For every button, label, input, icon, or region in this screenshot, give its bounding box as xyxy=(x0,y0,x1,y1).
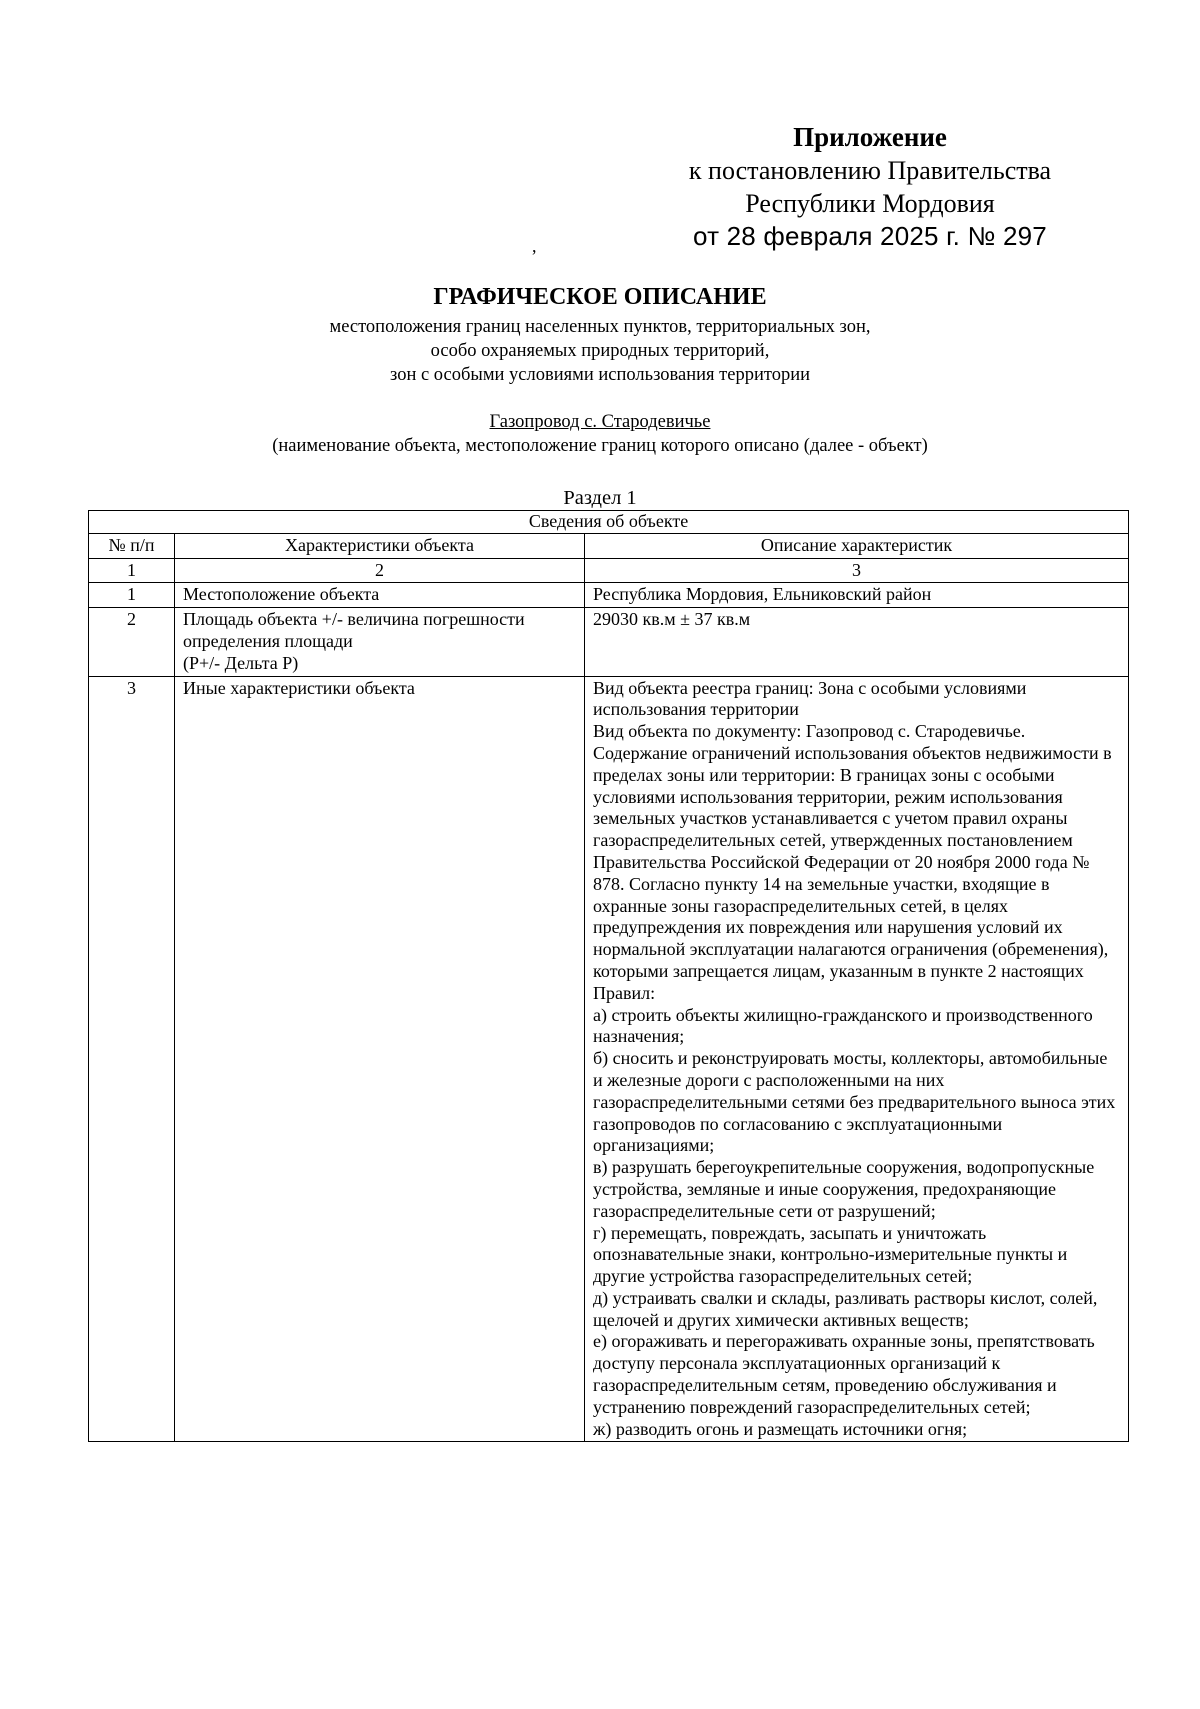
appendix-line-1: к постановлению Правительства xyxy=(688,156,1052,185)
column-number-row xyxy=(89,558,1129,583)
object-info-table xyxy=(88,510,1129,1442)
row-number: 1 xyxy=(89,583,175,608)
column-number-3: 3 xyxy=(585,558,1129,583)
document-subtitle xyxy=(0,315,1200,387)
description-paragraph: Содержание ограничений использования объектов недвижимости в пределах зоны или территории: В границах зоны с особыми условиями использования территории, режим использования земельных участков устанавливается с учетом правил охраны газораспределительных сетей, утвержденных постановлением Правительства Российской Федерации от 20 ноября 2000 года № 878. Согласно пункту 14 на земельные участки, входящие в охранные зоны газораспределительных сетей, в целях предупреждения их повреждения или нарушения условий их нормальной эксплуатации налагаются ограничения (обременения), которыми запрещается лицам, указанным в пункте 2 настоящих Правил: xyxy=(593,742,1112,1003)
description-paragraph: ж) разводить огонь и размещать источники огня; xyxy=(593,1418,968,1439)
description-text: Республика Мордовия, Ельниковский район xyxy=(593,584,932,605)
document-title: ГРАФИЧЕСКОЕ ОПИСАНИЕ xyxy=(433,284,767,310)
header-number: № п/п xyxy=(89,533,175,558)
row-characteristic xyxy=(175,608,585,676)
table-row xyxy=(89,676,1129,1442)
description-paragraph: в) разрушать берегоукрепительные сооружения, водопропускные устройства, земляные и иные сооружения, предохраняющие газораспределительные сети от разрушений; xyxy=(593,1157,1095,1221)
appendix-header xyxy=(650,120,1090,253)
description-paragraph: б) сносить и реконструировать мосты, коллекторы, автомобильные и железные дороги с расположенными на них газораспределительными сетями без предварительного выноса этих газопроводов по согласованию с эксплуатационными организациями; xyxy=(593,1048,1116,1156)
row-number: 3 xyxy=(89,676,175,1442)
object-caption: (наименование объекта, местоположение границ которого описано (далее - объект) xyxy=(272,436,928,456)
description-paragraph: г) перемещать, повреждать, засыпать и уничтожать опознавательные знаки, контрольно-измерительные пункты и другие устройства газораспределительных сетей; xyxy=(593,1222,1068,1287)
stray-mark: , xyxy=(532,236,537,256)
description-paragraph: а) строить объекты жилищно-гражданского и производственного назначения; xyxy=(593,1004,1093,1047)
appendix-title: Приложение xyxy=(793,122,947,152)
characteristic-text: Местоположение объекта xyxy=(183,584,380,605)
object-name xyxy=(0,410,1200,434)
column-number-1: 1 xyxy=(89,558,175,583)
characteristic-text: Площадь объекта +/- величина погрешности определения площади xyxy=(183,609,525,651)
row-characteristic xyxy=(175,583,585,608)
description-paragraph: д) устраивать свалки и склады, разливать растворы кислот, солей, щелочей и других химически активных веществ; xyxy=(593,1287,1098,1330)
description-paragraph: е) огораживать и перегораживать охранные зоны, препятствовать доступу персонала эксплуатационных организаций к газораспределительным сетям, проведению обслуживания и устранению повреждений газораспределительных сетей; xyxy=(593,1331,1095,1417)
description-paragraph: Вид объекта по документу: Газопровод с. Стародевичье. xyxy=(593,721,1026,742)
row-description xyxy=(585,608,1129,676)
description-paragraph: Вид объекта реестра границ: Зона с особыми условиями использования территории xyxy=(593,677,1027,720)
column-number-2: 2 xyxy=(175,558,585,583)
row-description xyxy=(585,676,1129,1442)
row-characteristic xyxy=(175,676,585,1442)
subtitle-line-1: местоположения границ населенных пунктов, территориальных зон, xyxy=(329,317,871,337)
header-characteristic: Характеристики объекта xyxy=(175,533,585,558)
object-name-text: Газопровод с. Стародевичье xyxy=(489,412,711,432)
table-caption: Сведения об объекте xyxy=(89,511,1129,534)
section-label: Раздел 1 xyxy=(563,487,637,509)
table-row xyxy=(89,608,1129,676)
subtitle-line-3: зон с особыми условиями использования территории xyxy=(390,365,810,385)
row-description xyxy=(585,583,1129,608)
table-header-row xyxy=(89,533,1129,558)
appendix-line-2: Республики Мордовия xyxy=(745,189,995,218)
subtitle-line-2: особо охраняемых природных территорий, xyxy=(430,341,770,361)
table-row xyxy=(89,583,1129,608)
characteristic-text: (Р+/- Дельта Р) xyxy=(183,652,299,673)
appendix-date: от 28 февраля 2025 г. № 297 xyxy=(693,221,1047,251)
row-number: 2 xyxy=(89,608,175,676)
characteristic-text: Иные характеристики объекта xyxy=(183,677,415,698)
description-text: 29030 кв.м ± 37 кв.м xyxy=(593,609,751,630)
header-description: Описание характеристик xyxy=(585,533,1129,558)
